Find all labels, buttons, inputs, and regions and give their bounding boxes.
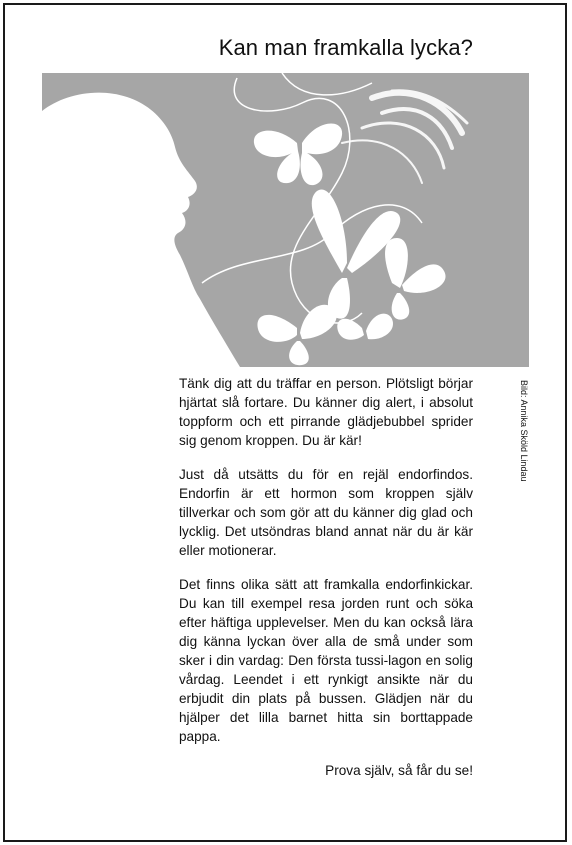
- article-signoff: Prova själv, så får du se!: [325, 763, 473, 778]
- page-title: Kan man framkalla lycka?: [218, 35, 473, 60]
- image-credit: Bild: Annika Sköld Lindau: [519, 380, 529, 482]
- article-body: [179, 374, 473, 795]
- article-paragraph: Det finns olika sätt att framkalla endorfinkickar. Du kan till exempel resa jorden runt och söka efter häftiga upplevelser. Men du kan också lära dig känna lyckan över alla de små under som sker i din vardag: Den första tussi-lagon en solig vårdag. Leendet i ett rynkigt ansikte när du erbjudit din plats på bussen. Glädjen när du hjälper det lilla barnet hitta sin borttappade pappa.: [179, 577, 473, 744]
- butterfly-illustration: [42, 73, 529, 367]
- article-paragraph: Tänk dig att du träffar en person. Plötsligt börjar hjärtat slå fortare. Du känner dig alert, i absolut toppform och ett pirrande glädjebubbel sprider sig genom kroppen. Du är kär!: [179, 376, 473, 448]
- article-paragraph: Just då utsätts du för en rejäl endorfindos. Endorfin är ett hormon som kroppen själv tillverkar och som gör att du känner dig glad och lycklig. Det utsöndras bland annat när du är kär eller motionerar.: [179, 467, 473, 558]
